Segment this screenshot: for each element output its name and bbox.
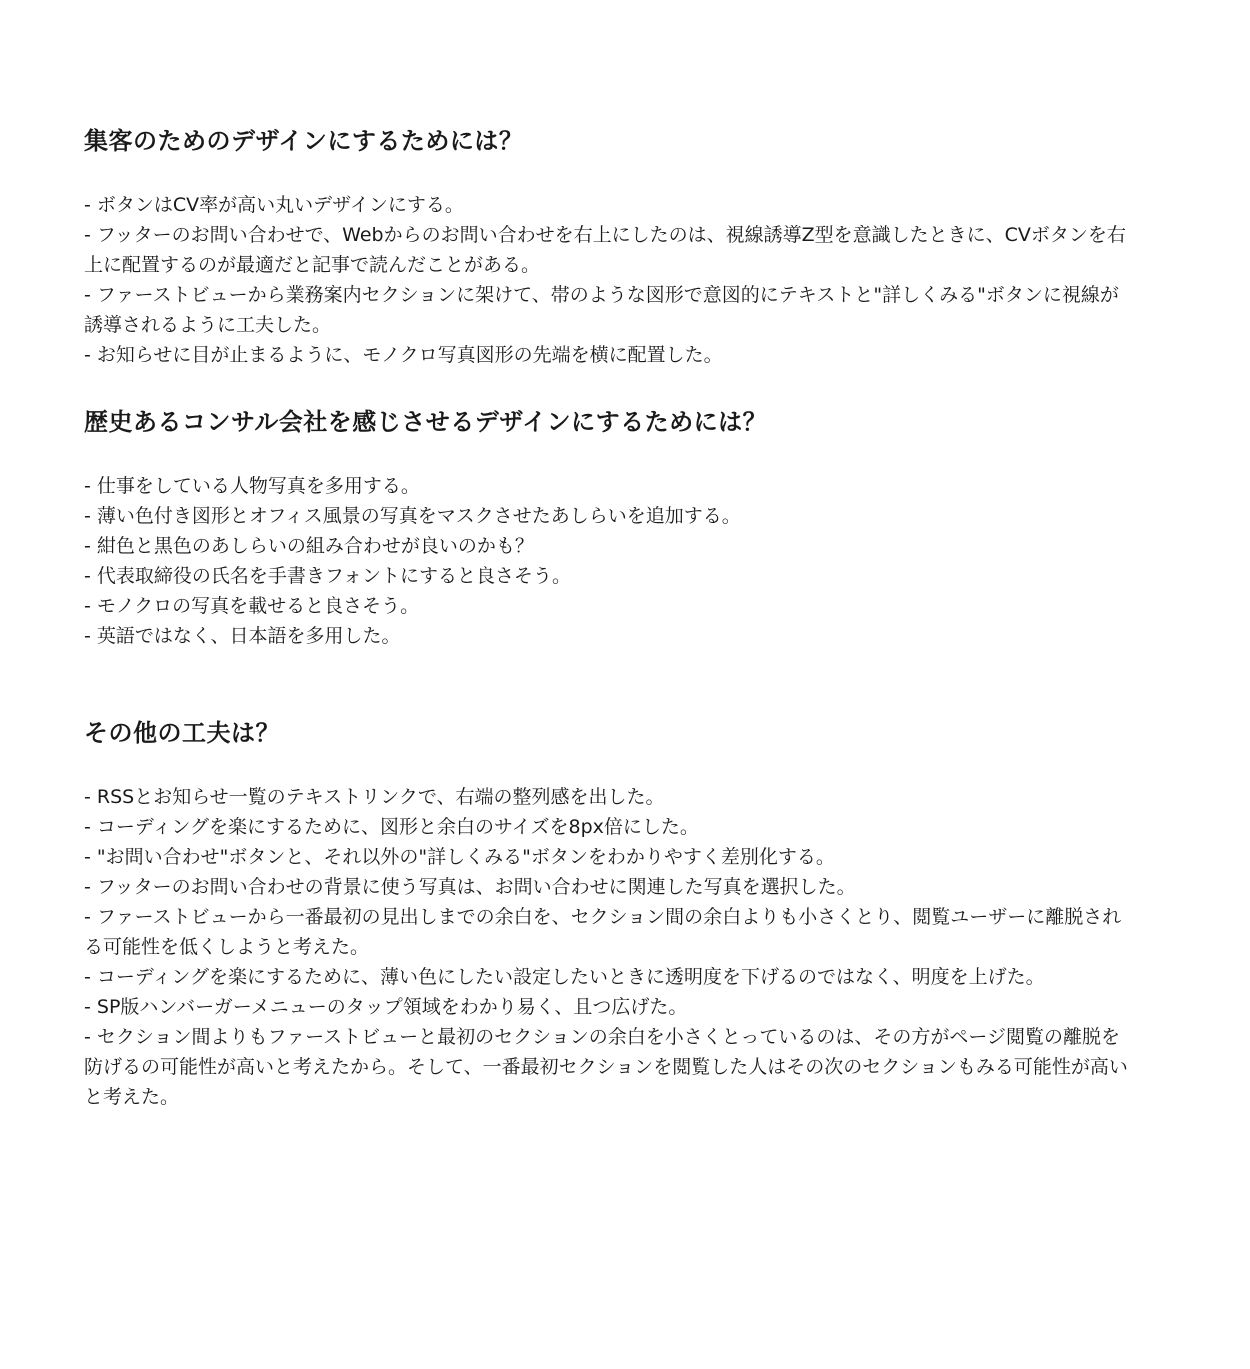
- list-item: - フッターのお問い合わせで、Webからのお問い合わせを右上にしたのは、視線誘導Z型を意識したときに、CVボタンを右上に配置するのが最適だと記事で読んだことがある。: [84, 224, 1126, 276]
- list-item: - 仕事をしている人物写真を多用する。: [84, 475, 420, 497]
- list-item: - ファーストビューから一番最初の見出しまでの余白を、セクション間の余白よりも小さくとり、閲覧ユーザーに離脱される可能性を低くしようと考えた。: [84, 906, 1122, 958]
- list-item: - 紺色と黒色のあしらいの組み合わせが良いのかも？: [84, 535, 534, 557]
- section-list: [84, 471, 1134, 651]
- list-item: - 薄い色付き図形とオフィス風景の写真をマスクさせたあしらいを追加する。: [84, 505, 741, 527]
- list-item: - "お問い合わせ"ボタンと、それ以外の"詳しくみる"ボタンをわかりやすく差別化する。: [84, 846, 835, 868]
- list-item: - ファーストビューから業務案内セクションに架けて、帯のような図形で意図的にテキストと"詳しくみる"ボタンに視線が誘導されるように工夫した。: [84, 284, 1119, 336]
- list-item: - SP版ハンバーガーメニューのタップ領域をわかり易く、且つ広げた。: [84, 996, 688, 1018]
- list-item: - RSSとお知らせ一覧のテキストリンクで、右端の整列感を出した。: [84, 786, 665, 808]
- list-item: - 英語ではなく、日本語を多用した。: [84, 625, 401, 647]
- list-item: - コーディングを楽にするために、薄い色にしたい設定したいときに透明度を下げるのではなく、明度を上げた。: [84, 966, 1045, 988]
- list-item: - ボタンはCV率が高い丸いデザインにする。: [84, 194, 464, 216]
- list-item: - モノクロの写真を載せると良さそう。: [84, 595, 420, 617]
- list-item: - 代表取締役の氏名を手書きフォントにすると良さそう。: [84, 565, 571, 587]
- list-item: - コーディングを楽にするために、図形と余白のサイズを8px倍にした。: [84, 816, 699, 838]
- list-item: - フッターのお問い合わせの背景に使う写真は、お問い合わせに関連した写真を選択した。: [84, 876, 856, 898]
- section-heading: 歴史あるコンサル会社を感じさせるデザインにするためには？: [84, 408, 768, 436]
- list-item: - お知らせに目が止まるように、モノクロ写真図形の先端を横に配置した。: [84, 344, 723, 366]
- list-item: - セクション間よりもファーストビューと最初のセクションの余白を小さくとっているのは、その方がページ閲覧の離脱を防げるの可能性が高いと考えたから。そして、一番最初セクションを閲覧した人はその次のセクションもみる可能性が高いと考えた。: [84, 1026, 1128, 1108]
- section-list: [84, 190, 1134, 370]
- section-heading: その他の工夫は？: [84, 719, 280, 747]
- section-heading: 集客のためのデザインにするためには？: [84, 127, 524, 155]
- section-list: [84, 782, 1134, 1112]
